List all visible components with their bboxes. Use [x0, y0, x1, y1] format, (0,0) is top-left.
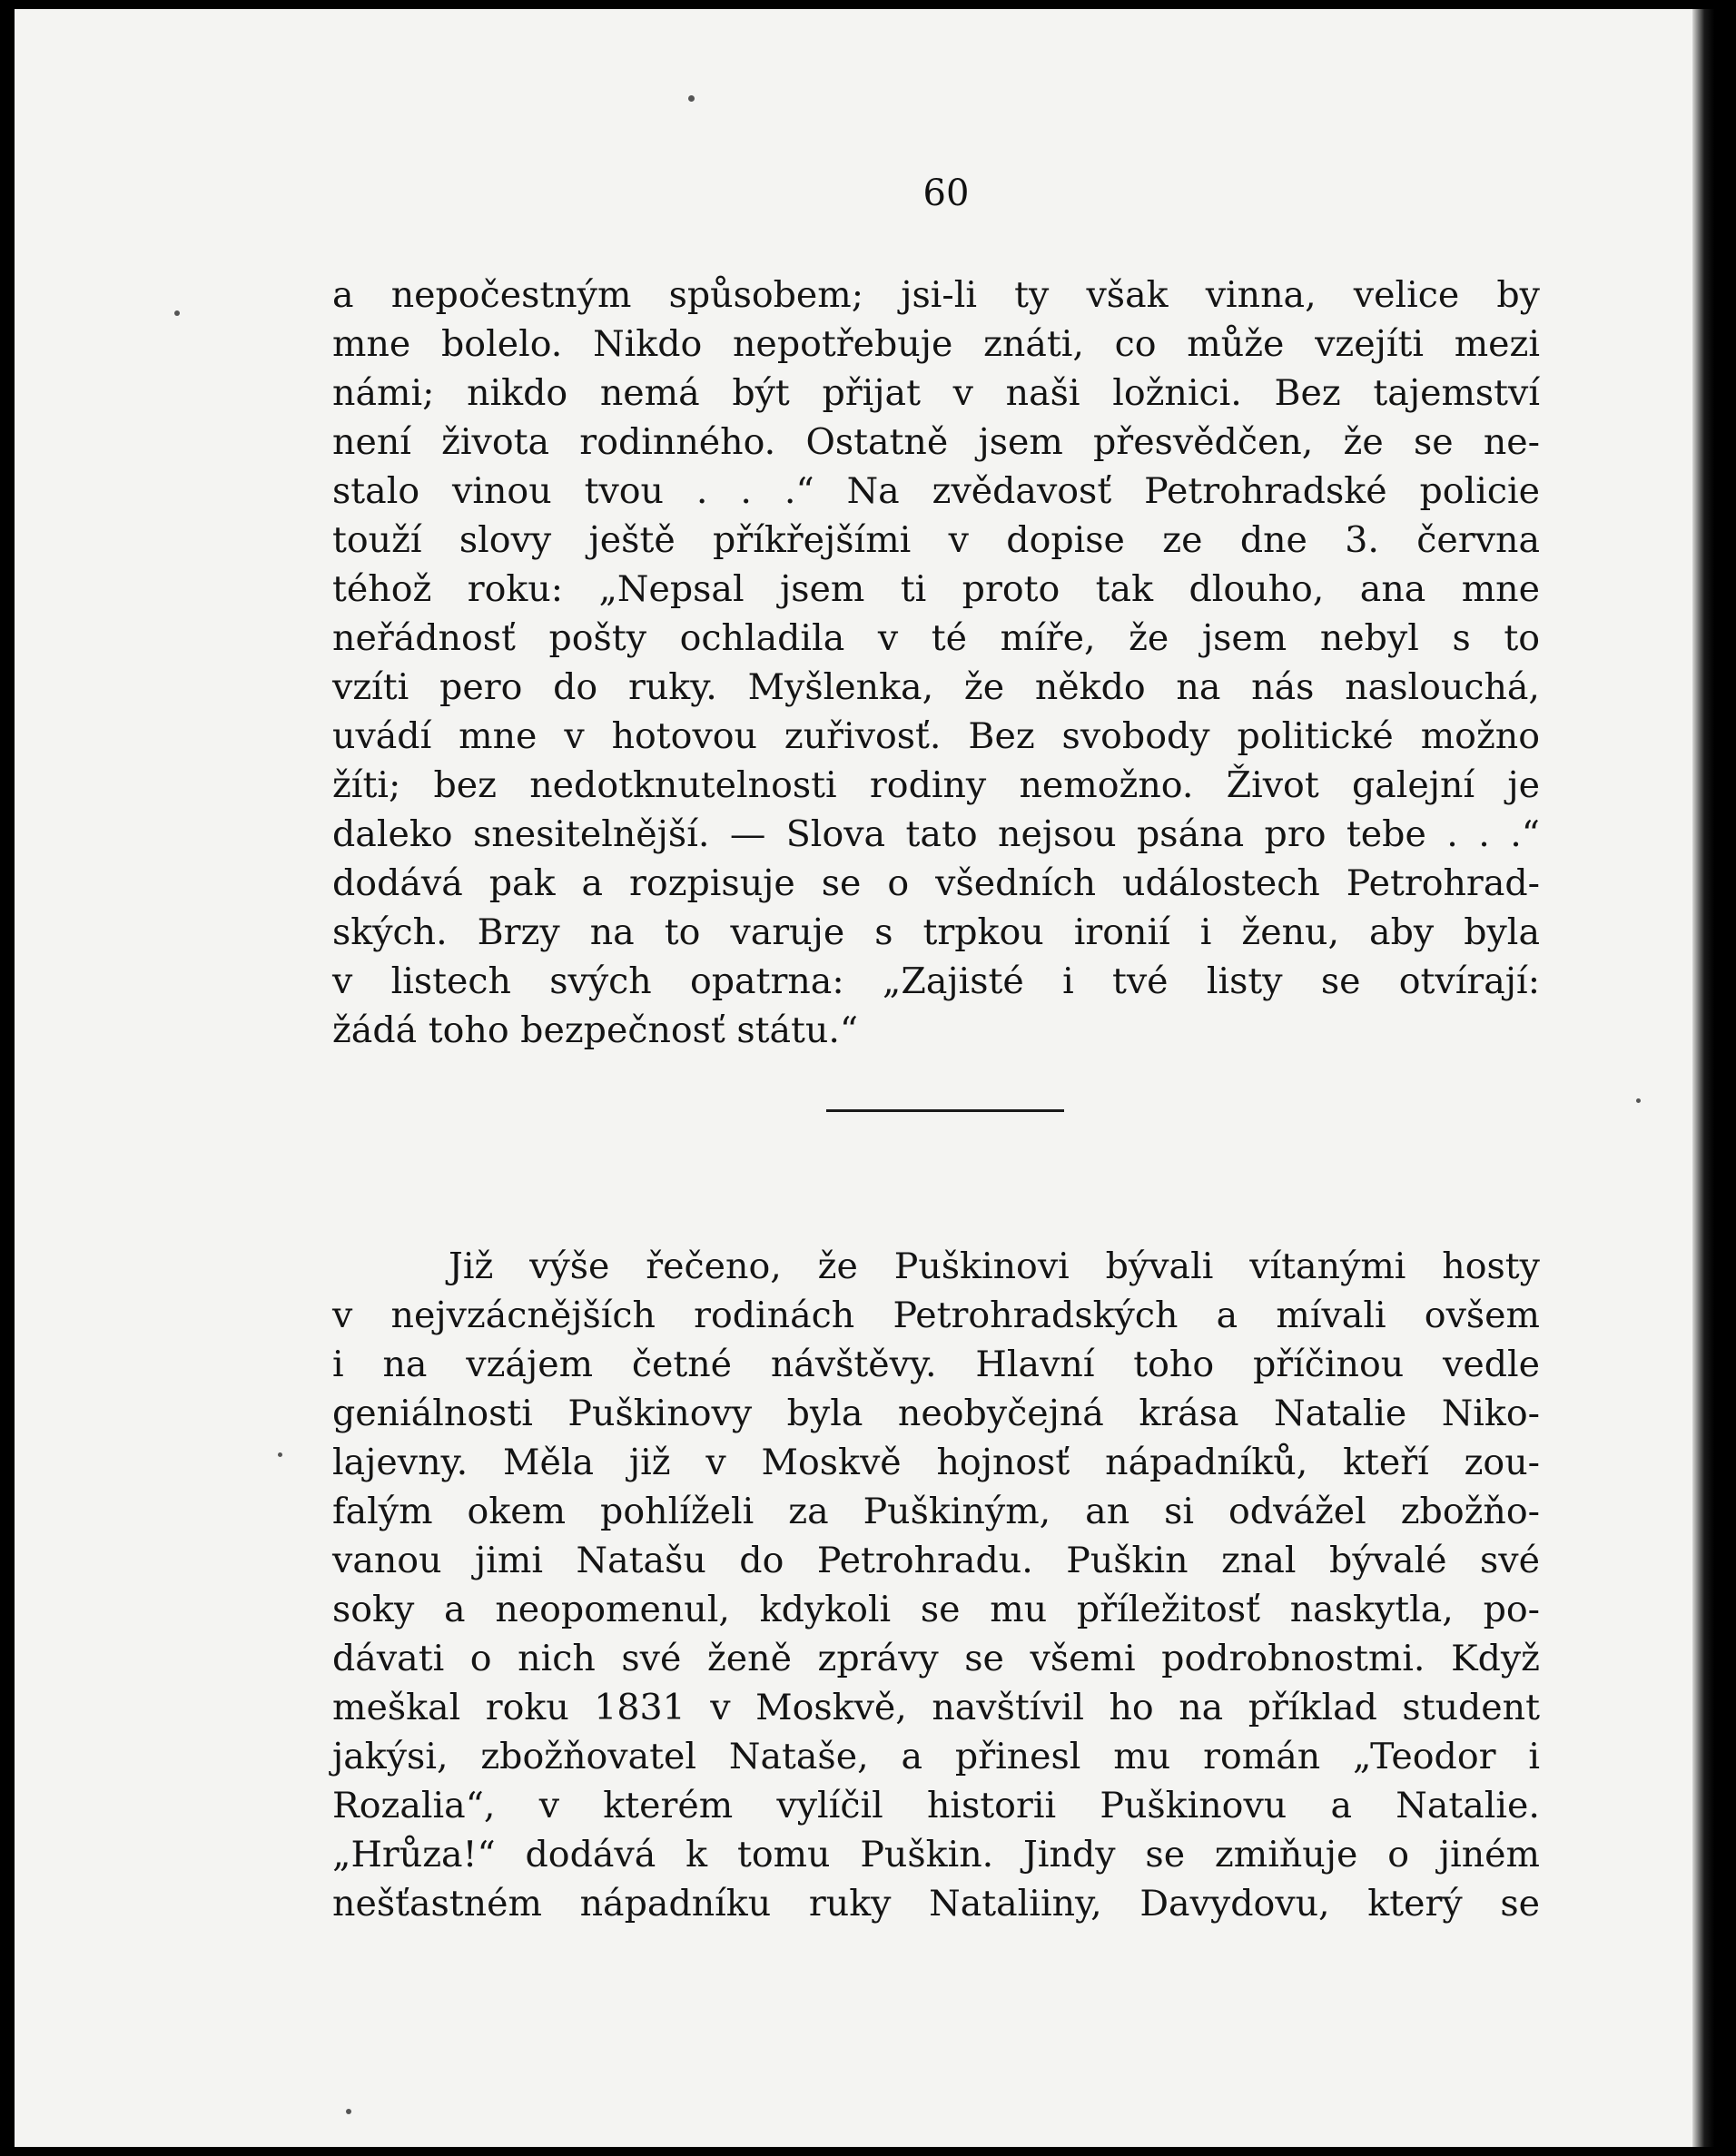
text-line: touží slovy ještě příkřejšími v dopise ze dne 3. června: [332, 519, 1540, 561]
text-line: i na vzájem četné návštěvy. Hlavní toho příčinou vedle: [332, 1344, 1540, 1385]
text-line: meškal roku 1831 v Moskvě, navštívil ho na příklad student: [332, 1687, 1540, 1728]
scan-speck: [346, 2109, 351, 2114]
book-page: [15, 9, 1714, 2147]
text-line: mne bolelo. Nikdo nepotřebuje znáti, co může vzejíti mezi: [332, 323, 1540, 365]
text-line: neřádnosť pošty ochladila v té míře, že jsem nebyl s to: [332, 617, 1540, 659]
scan-speck: [1636, 1098, 1641, 1103]
text-line: lajevny. Měla již v Moskvě hojnosť nápadníků, kteří zou-: [332, 1442, 1540, 1483]
text-line: a nepočestným spůsobem; jsi-li ty však vinna, velice by: [332, 274, 1540, 316]
text-line: ských. Brzy na to varuje s trpkou ironií i ženu, aby byla: [332, 911, 1540, 953]
scan-speck: [174, 310, 180, 316]
text-line: daleko snesitelnější. — Slova tato nejsou psána pro tebe . . .“: [332, 813, 1540, 855]
text-line: téhož roku: „Nepsal jsem ti proto tak dlouho, ana mne: [332, 568, 1540, 610]
text-line: stalo vinou tvou . . .“ Na zvědavosť Petrohradské policie: [332, 470, 1540, 512]
scan-edge: [1692, 9, 1714, 2147]
text-line: vanou jimi Natašu do Petrohradu. Puškin znal bývalé své: [332, 1540, 1540, 1581]
text-line: jakýsi, zbožňovatel Nataše, a přinesl mu román „Teodor i: [332, 1736, 1540, 1777]
text-line: nešťastném nápadníku ruky Nataliiny, Davydovu, který se: [332, 1883, 1540, 1925]
text-line: není života rodinného. Ostatně jsem přesvědčen, že se ne-: [332, 421, 1540, 463]
text-line: v listech svých opatrna: „Zajisté i tvé listy se otvírají:: [332, 960, 1540, 1002]
text-line: uvádí mne v hotovou zuřivosť. Bez svobody politické možno: [332, 715, 1540, 757]
text-line: žádá toho bezpečnosť státu.“: [332, 1009, 859, 1051]
text-line: falým okem pohlíželi za Puškiným, an si odvážel zbožňo-: [332, 1491, 1540, 1532]
text-line: v nejvzácnějších rodinách Petrohradských a mívali ovšem: [332, 1295, 1540, 1336]
text-line: Již výše řečeno, že Puškinovi bývali vítanými hosty: [449, 1245, 1540, 1287]
paragraph-1: [332, 271, 1540, 1055]
text-line: dávati o nich své ženě zprávy se všemi podrobnostmi. Když: [332, 1638, 1540, 1679]
text-line: Rozalia“, v kterém vylíčil historii Puškinovu a Natalie.: [332, 1785, 1540, 1826]
text-line: žíti; bez nedotknutelnosti rodiny nemožno. Život galejní je: [332, 764, 1540, 806]
scan-speck: [688, 95, 695, 102]
text-line: „Hrůza!“ dodává k tomu Puškin. Jindy se zmiňuje o jiném: [332, 1834, 1540, 1875]
text-line: dodává pak a rozpisuje se o všedních událostech Petrohrad-: [332, 862, 1540, 904]
text-line: soky a neopomenul, kdykoli se mu příležitosť naskytla, po-: [332, 1589, 1540, 1630]
page-number: 60: [922, 172, 970, 214]
text-line: námi; nikdo nemá být přijat v naši ložnici. Bez tajemství: [332, 372, 1540, 414]
text-line: geniálnosti Puškinovy byla neobyčejná krása Natalie Niko-: [332, 1393, 1540, 1434]
text-line: vzíti pero do ruky. Myšlenka, že někdo na nás naslouchá,: [332, 666, 1540, 708]
paragraph-2: [332, 1242, 1540, 1928]
scan-speck: [278, 1452, 282, 1457]
section-divider: [826, 1109, 1064, 1112]
